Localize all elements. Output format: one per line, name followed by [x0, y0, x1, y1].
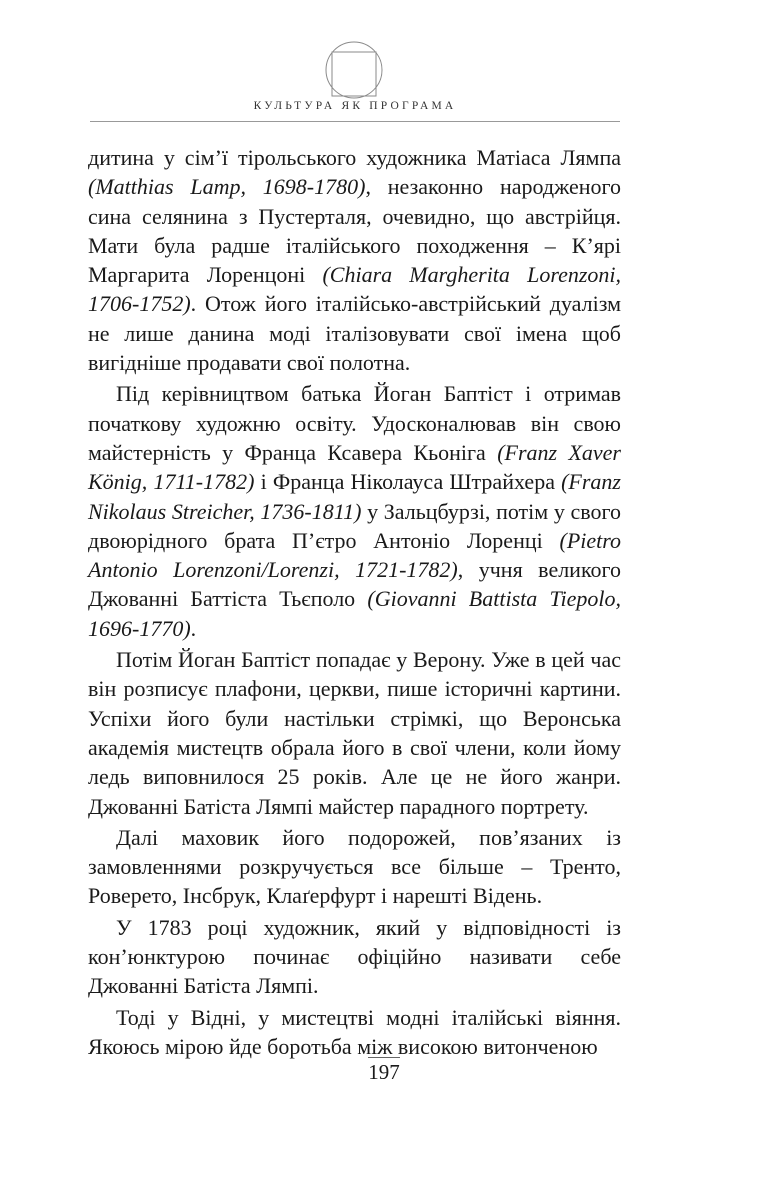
text-run: .: [190, 615, 197, 641]
italic-citation: (Chiara Margherita Lorenzoni, 1706-1752): [88, 262, 622, 317]
text-run: і Франца Ніколауса Штрайхера: [254, 469, 562, 495]
vitruvian-logo-icon: [324, 40, 384, 100]
italic-citation: (Matthias Lamp, 1698-1780): [88, 174, 366, 200]
running-head: КУЛЬТУРА ЯК ПРОГРАМА: [253, 100, 457, 112]
text-run: дитина у сім’ї тірольського художника Матіаса Лямпа: [88, 145, 621, 170]
italic-citation: (Franz Xaver König, 1711-1782): [88, 439, 621, 495]
paragraph: [88, 913, 621, 1001]
text-run: . Отож його італійсько-австрійський дуалізм не лише данина моді італізовувати свої імена щоб вигідніше продавати свої полотна.: [88, 291, 621, 376]
header-divider: [90, 121, 620, 122]
paragraph: [88, 143, 621, 377]
text-run: Тоді у Відні, у мистецтві модні італійські віяння. Якоюсь мірою йде боротьба між високою витонченою: [88, 1004, 621, 1059]
italic-citation: (Franz Nikolaus Streicher, 1736-1811): [88, 469, 621, 524]
text-run: У 1783 році художник, який у відповідності із кон’юнктурою починає офіційно називати себе Джованні Батіста Лямпі.: [88, 914, 621, 999]
page-number: [0, 1060, 768, 1085]
body-text: [88, 143, 621, 1061]
text-run: Далі маховик його подорожей, пов’язаних із замовленнями розкручується все більше – Тренто, Роверето, Інсбрук, Клаґерфурт і нарешті Відень.: [88, 824, 621, 909]
text-run: Під керівництвом батька Йоган Баптіст і отримав початкову художню освіту. Удосконалював він свою майстерність у Франца Ксавера Кьоніга: [88, 381, 621, 465]
paragraph: [88, 1003, 621, 1062]
text-run: , незаконно народженого сина селянина з Пустерталя, очевидно, що австрійця. Мати була радше італійського походження – К’ярі Маргарита Лоренцоні: [88, 174, 622, 288]
text-run: у Зальцбурзі, потім у свого двоюрідного брата П’єтро Антоніо Лоренці: [88, 498, 621, 553]
text-run: , учня великого Джованні Баттіста Тьєполо: [88, 557, 622, 612]
text-run: Потім Йоган Баптіст попадає у Верону. Уже в цей час він розписує плафони, церкви, пише історичні картини. Успіхи його були настільки стрімкі, що Веронська академія мистецтв обрала його в свої члени, коли йому ледь виповнилося 25 років. Але це не його жанри. Джованні Батіста Лямпі майстер парадного портрету.: [88, 647, 621, 819]
italic-citation: (Pietro Antonio Lorenzoni/Lorenzi, 1721-1782): [88, 527, 621, 583]
paragraph: [88, 379, 621, 643]
page-number-label: 197: [368, 1057, 400, 1084]
italic-citation: (Giovanni Battista Tiepolo, 1696-1770): [88, 586, 621, 641]
paragraph: [88, 645, 621, 821]
paragraph: [88, 823, 621, 911]
